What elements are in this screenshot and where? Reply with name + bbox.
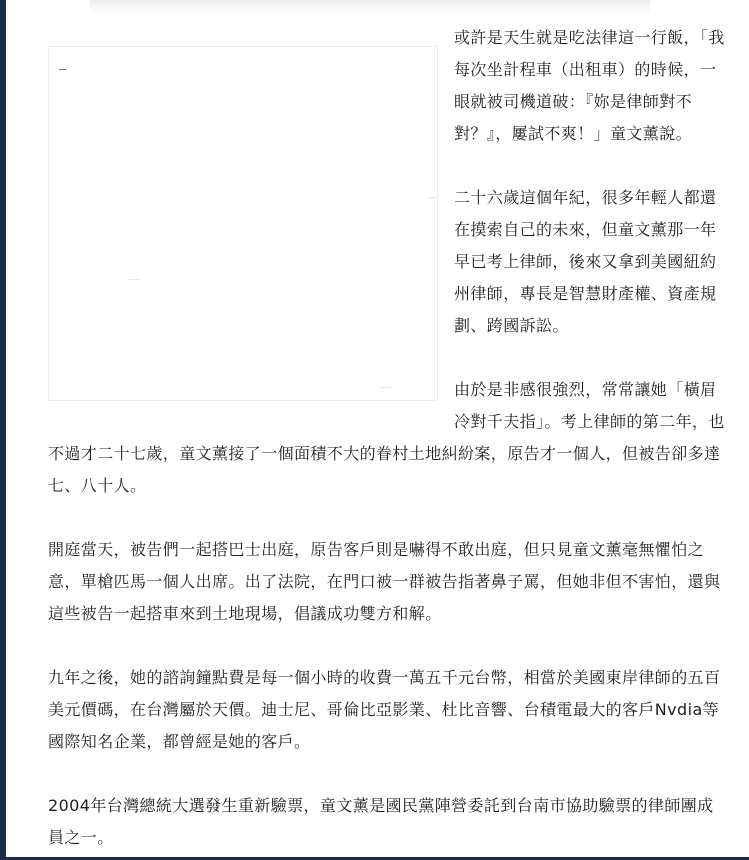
paragraph: 開庭當天，被告們一起搭巴士出庭，原告客戶則是嚇得不敢出庭，但只見童文薰毫無懼怕之意，單槍匹馬一個人出席。出了法院，在門口被一群被告指著鼻子罵，但她非但不害怕，還與這些被告一起搭車來到土地現場，倡議成功雙方和解。 [48, 540, 721, 623]
top-cropped-banner [90, 0, 650, 14]
image-artifact [429, 197, 437, 198]
paragraph: 或許是天生就是吃法律這一行飯，「我每次坐計程車（出租車）的時候，一眼就被司機道破：『妳是律師對不對？』，屢試不爽！」童文薰說。 [454, 28, 725, 143]
left-edge-bar [0, 0, 6, 860]
image-artifact [129, 279, 139, 280]
image-artifact [59, 69, 66, 70]
paragraph: 2004年台灣總統大選發生重新驗票，童文薰是國民黨陣營委託到台南市協助驗票的律師團成員之一。 [48, 796, 714, 847]
article-image-placeholder [48, 46, 438, 401]
paragraph: 由於是非感很強烈，常常讓她「橫眉冷對千夫指」。考上律師的第二年，也不過才二十七歲，童文薰接了一個面積不大的眷村土地糾紛案，原告才一個人，但被告卻多達七、八十人。 [48, 380, 725, 495]
article-body [48, 22, 728, 860]
image-artifact [379, 387, 391, 388]
paragraph: 二十六歲這個年紀，很多年輕人都還在摸索自己的未來，但童文薰那一年早已考上律師，後來又拿到美國紐約州律師，專長是智慧財產權、資產規劃、跨國訴訟。 [454, 188, 717, 335]
paragraph: 九年之後，她的諮詢鐘點費是每一個小時的收費一萬五千元台幣，相當於美國東岸律師的五百美元價碼，在台灣屬於天價。迪士尼、哥倫比亞影業、杜比音響、台積電最大的客戶Nvdia等國際知名企業，都曾經是她的客戶。 [48, 668, 721, 751]
